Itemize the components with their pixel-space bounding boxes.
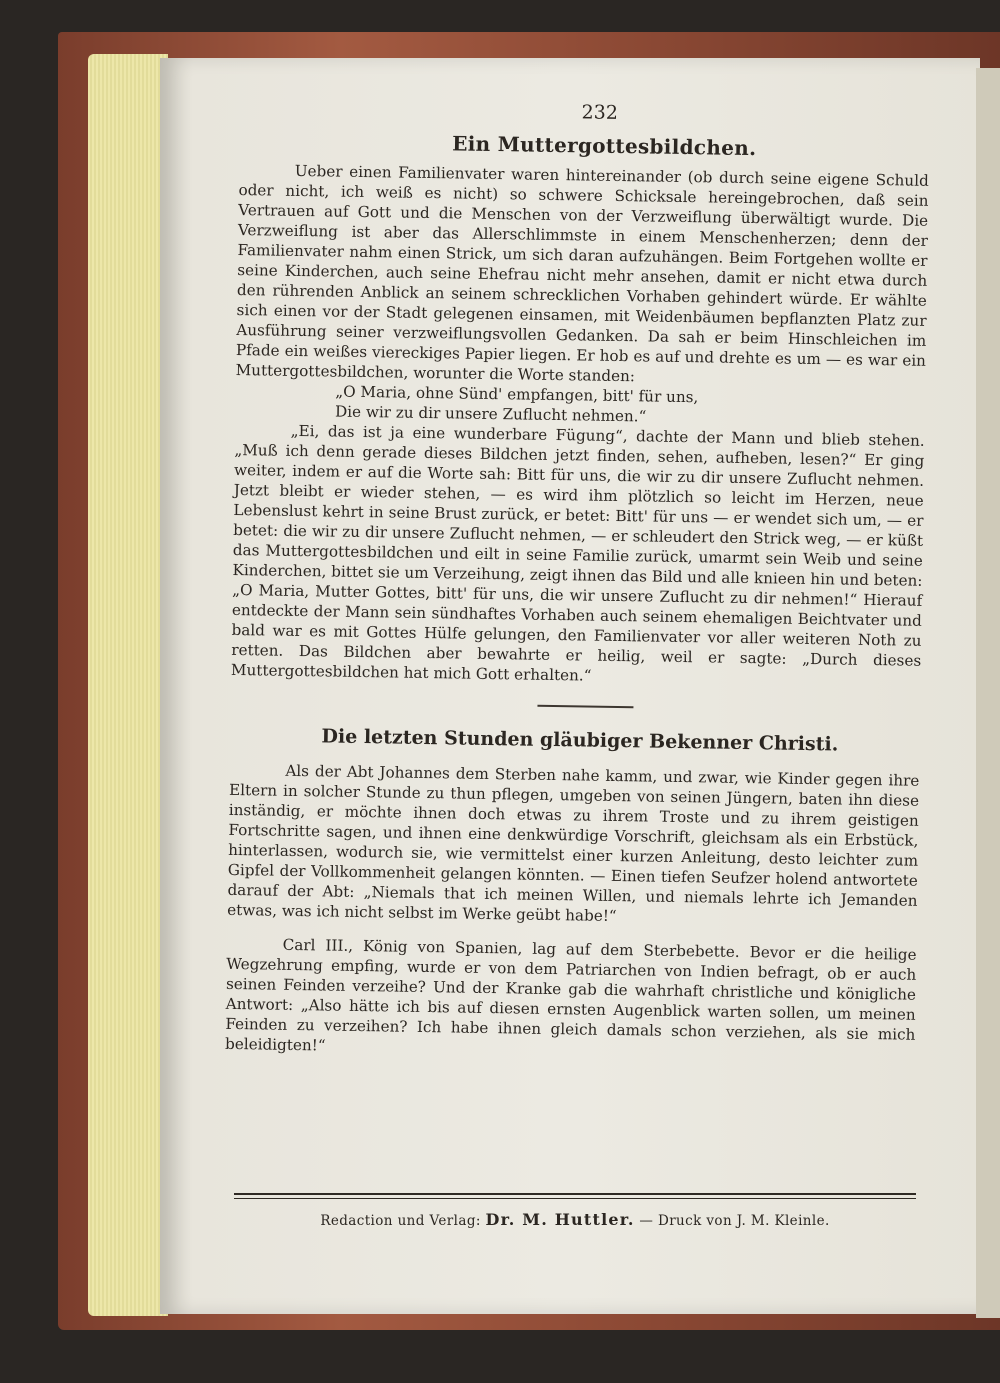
facing-page-edge — [976, 68, 1000, 1318]
page-edges — [88, 54, 168, 1316]
article1-paragraph-1: Ueber einen Familienvater waren hintereinander (ob durch seine eigene Schuld oder nicht, ich weiß es nicht) so schwere Schicksale hereingebrochen, daß sein Vertrauen auf Gott und die Menschen von der Verzweiflung überwältigt wurde. Die Verzweiflung ist aber das Allerschlimmste in einem Menschenherzen; denn der Familienvater nahm einen Strick, um sich daran aufzuhängen. Beim Fortgehen wollte er seine Kinderchen, auch seine Ehefrau nicht mehr ansehen, damit er nicht etwa durch den rührenden Anblick an seinem schrecklichen Vorhaben gehindert würde. Er wählte sich einen vor der Stadt gelegenen einsamen, mit Weidenbäumen bepflanzten Platz zur Ausführung seiner verzweiflungsvollen Gedanken. Da sah er beim Hinschleichen im Pfade ein weißes viereckiges Papier liegen. Er hob es auf und drehte es um — es war ein Muttergottesbildchen, worunter die Worte standen: — [235, 161, 929, 386]
quote-line-1: „O Maria, ohne Sünd' empfangen, bitt' für uns, — [335, 382, 699, 407]
article2-paragraph-2: Carl III., König von Spanien, lag auf dem Sterbebette. Bevor er die heilige Wegzehrung empfing, wurde er von dem Patriarchen von Indien befragt, ob er auch seinen Feinden verzeihe? Und der Kranke gab die wahrhaft christliche und königliche Antwort: „Also hätte ich bis auf diesen ernsten Augenblick warten sollen, um meinen Feinden zu verzeihen? Ich habe ihnen gleich damals schon verziehen, als sie mich beleidigten!“ — [224, 935, 917, 1055]
footer-rules — [234, 1193, 916, 1199]
page-number: 232 — [581, 101, 619, 124]
imprint-printer: Druck von J. M. Kleinle. — [657, 1213, 830, 1229]
article-title-1: Ein Muttergottesbildchen. — [452, 131, 757, 161]
article1-paragraph-2: „Ei, das ist ja eine wunderbare Fügung“, dachte der Mann und blieb stehen. „Muß ich denn gerade dieses Bildchen jetzt finden, sehen, aufheben, lesen?“ Er ging weiter, indem er auf die Worte sah: Bitt für uns, die wir zu dir unsere Zuflucht nehmen. Jetzt bleibt er wieder stehen, — es wird ihm plötzlich so leicht im Herzen, neue Lebenslust kehrt in seine Brust zurück, er betet: Bitt' für uns — er wendet sich um, — er betet: die wir zu dir unsere Zuflucht nehmen, — er schleudert den Strick weg, — er küßt das Muttergottesbildchen und eilt in seine Familie zurück, umarmt sein Weib und seine Kinderchen, bittet sie um Verzeihung, zeigt ihnen das Bild und alle knieen hin und beten: „O Maria, Mutter Gottes, bitt' für uns, die wir unsere Zuflucht zu dir nehmen!“ Hierauf entdeckte der Mann sein sündhaftes Vorhaben auch seinem ehemaligen Beichtvater und bald war es mit Gottes Hülfe gelungen, den Familienvater vor aller weiteren Noth zu retten. Das Bildchen aber bewahrte er heilig, weil er sagte: „Durch dieses Muttergottesbildchen hat mich Gott erhalten.“ — [230, 421, 925, 685]
section-divider — [537, 705, 633, 709]
article2-paragraph-1: Als der Abt Johannes dem Sterben nahe kamm, und zwar, wie Kinder gegen ihre Eltern in solcher Stunde zu thun pflegen, umgeben von seinen Jüngern, baten ihn diese inständig, er möchte ihnen doch etwas zu ihrem Troste und zu ihrem geistigen Fortschritte sagen, und ihnen eine denkwürdige Vorschrift, gleichsam als ein Erbstück, hinterlassen, wodurch sie, wie vermittelst einer kurzen Anleitung, desto leichter zum Gipfel der Vollkommenheit gelangen könnten. — Einen tiefen Seufzer holend antwortete darauf der Abt: „Niemals that ich meinen Willen, und niemals lehrte ich Jemanden etwas, was ich nicht selbst im Werke geübt habe!“ — [227, 761, 920, 926]
imprint-prefix: Redaction und Verlag: — [320, 1213, 481, 1229]
article-title-2: Die letzten Stunden gläubiger Bekenner Christi. — [321, 725, 839, 756]
imprint-footer — [234, 1210, 916, 1229]
imprint-separator: — — [639, 1213, 654, 1229]
imprint-editor: Dr. M. Huttler. — [485, 1210, 635, 1229]
page-content — [225, 96, 930, 1065]
quote-line-2: Die wir zu dir unsere Zuflucht nehmen.“ — [334, 402, 647, 426]
